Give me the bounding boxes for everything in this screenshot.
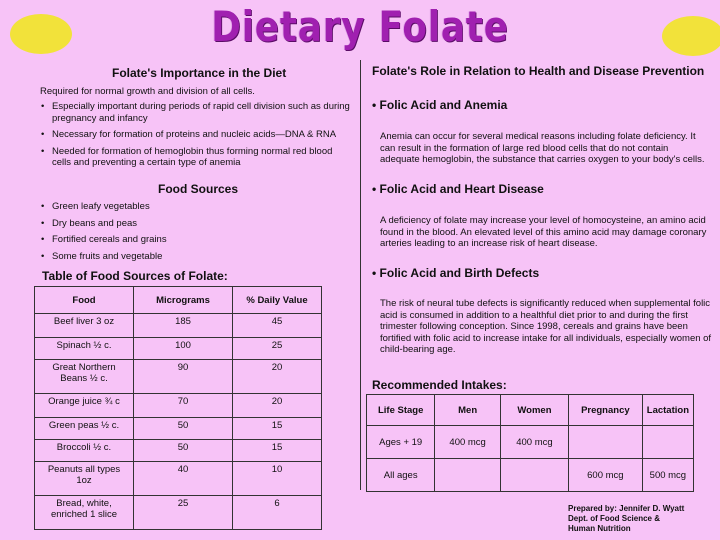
table-cell: 45 — [233, 314, 322, 338]
role-heading: Folate's Role in Relation to Health and Disease Prevention — [372, 64, 705, 78]
column-header: Pregnancy — [568, 395, 642, 426]
table-cell: 20 — [233, 394, 322, 418]
table-cell: 15 — [233, 440, 322, 462]
birth-text: The risk of neural tube defects is significantly reduced when supplemental folic acid is consumed in addition to a healthful diet prior to and during the first trimester following conception. Since 1998, cereals and grains have been fortified with folic acid to increase intake for all individuals, especially women of child-bearing age. — [380, 298, 712, 355]
list-item: • Dry beans and peas — [52, 218, 340, 230]
table-row — [35, 314, 322, 338]
table-cell: 185 — [134, 314, 233, 338]
table-cell: 15 — [233, 418, 322, 440]
importance-heading: Folate's Importance in the Diet — [112, 66, 287, 80]
table-cell: Ages + 19 — [367, 426, 435, 459]
table-cell: 20 — [233, 360, 322, 394]
table-cell — [435, 459, 501, 492]
column-header: Micrograms — [134, 287, 233, 314]
table-cell: 10 — [233, 462, 322, 496]
table-cell: 90 — [134, 360, 233, 394]
credit-line: Human Nutrition — [568, 524, 631, 533]
list-item: • Especially important during periods of rapid cell division such as during pregnancy and infancy — [52, 101, 350, 124]
table-row — [35, 440, 322, 462]
list-item: • Needed for formation of hemoglobin thus forming normal red blood cells and preventing a certain type of anemia — [52, 146, 350, 169]
credit-note — [568, 504, 684, 534]
column-header: Food — [35, 287, 134, 314]
table-row — [35, 338, 322, 360]
page-title: Dietary Folate — [211, 2, 509, 51]
table-row — [35, 394, 322, 418]
credit-line: Dept. of Food Science & — [568, 514, 661, 523]
table-cell: 70 — [134, 394, 233, 418]
heart-heading: • Folic Acid and Heart Disease — [372, 182, 544, 196]
table-row — [35, 462, 322, 496]
table-cell: 50 — [134, 418, 233, 440]
list-item: • Some fruits and vegetable — [52, 251, 340, 263]
table-row — [35, 496, 322, 530]
list-item: • Necessary for formation of proteins and nucleic acids—DNA & RNA — [52, 129, 350, 141]
table-cell: 400 mcg — [435, 426, 501, 459]
table-cell: 50 — [134, 440, 233, 462]
table-row — [35, 418, 322, 440]
table-cell: 400 mcg — [500, 426, 568, 459]
table-cell: 600 mcg — [568, 459, 642, 492]
column-header: % Daily Value — [233, 287, 322, 314]
anemia-text: Anemia can occur for several medical reasons including folate deficiency. It can result in the formation of large red blood cells that do not contain adequate hemoglobin, the substance that carries oxygen to your body's cells. — [380, 131, 705, 165]
anemia-heading: • Folic Acid and Anemia — [372, 98, 508, 112]
vegetables-logo-right — [662, 16, 720, 56]
table-cell: All ages — [367, 459, 435, 492]
table-cell: Green peas ½ c. — [35, 418, 134, 440]
table-cell: 25 — [134, 496, 233, 530]
food-sources-table — [34, 286, 322, 530]
table-cell: 25 — [233, 338, 322, 360]
column-divider — [360, 60, 361, 490]
table-cell — [500, 459, 568, 492]
food-table-heading: Table of Food Sources of Folate: — [42, 269, 228, 283]
sources-list — [40, 201, 340, 267]
list-item: • Green leafy vegetables — [52, 201, 340, 213]
birth-heading: • Folic Acid and Birth Defects — [372, 266, 540, 280]
column-header: Men — [435, 395, 501, 426]
table-cell: Beef liver 3 oz — [35, 314, 134, 338]
table-cell — [568, 426, 642, 459]
table-cell: Broccoli ½ c. — [35, 440, 134, 462]
column-header: Lactation — [642, 395, 693, 426]
table-cell: Orange juice ¾ c — [35, 394, 134, 418]
table-cell: 6 — [233, 496, 322, 530]
table-cell — [642, 426, 693, 459]
table-row — [35, 360, 322, 394]
recommended-intakes-table — [366, 394, 694, 492]
intakes-heading: Recommended Intakes: — [372, 378, 507, 392]
table-cell: Peanuts all types 1oz — [35, 462, 134, 496]
heart-text: A deficiency of folate may increase your level of homocysteine, an amino acid found in the blood. An elevated level of this amino acid may damage coronary arteries leading to an increase risk of heart disease. — [380, 215, 707, 249]
table-cell: Bread, white, enriched 1 slice — [35, 496, 134, 530]
importance-intro: Required for normal growth and division of all cells. — [40, 86, 255, 97]
sources-heading: Food Sources — [158, 182, 239, 196]
table-row — [367, 459, 694, 492]
table-cell: 500 mcg — [642, 459, 693, 492]
table-cell: Spinach ½ c. — [35, 338, 134, 360]
importance-list — [40, 101, 350, 174]
column-header: Women — [500, 395, 568, 426]
table-cell: Great Northern Beans ½ c. — [35, 360, 134, 394]
table-cell: 40 — [134, 462, 233, 496]
table-cell: 100 — [134, 338, 233, 360]
list-item: • Fortified cereals and grains — [52, 234, 340, 246]
column-header: Life Stage — [367, 395, 435, 426]
credit-line: Prepared by: Jennifer D. Wyatt — [568, 504, 685, 513]
table-row — [367, 426, 694, 459]
